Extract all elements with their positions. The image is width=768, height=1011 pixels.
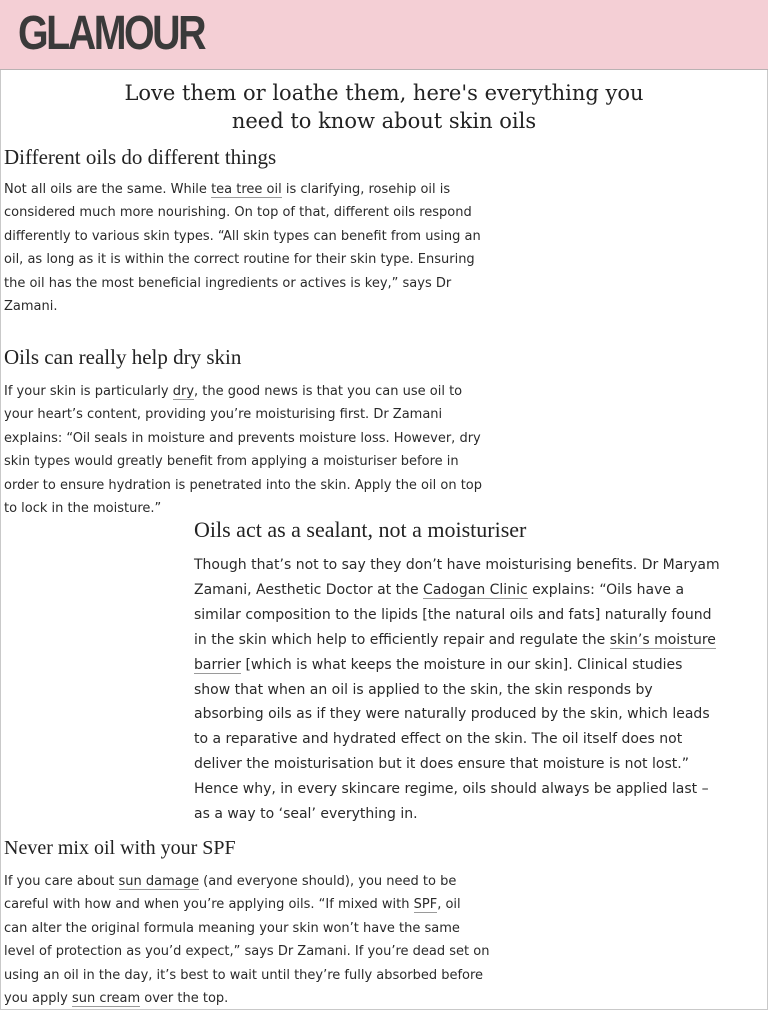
- body-line: Zamani, Aesthetic Doctor at the Cadogan Clinic explains: “Oils have a: [194, 581, 685, 598]
- glamour-logo[interactable]: GLAMOUR: [18, 7, 205, 60]
- link-tea-tree-oil[interactable]: tea tree oil: [211, 182, 282, 197]
- body-line: to lock in the moisture.”: [4, 501, 162, 517]
- body-line: to a reparative and hydrated effect on the skin. The oil itself does not: [194, 731, 683, 748]
- body-line: show that when an oil is applied to the skin, the skin responds by: [194, 681, 653, 698]
- article-title: [100, 79, 668, 135]
- section-body-sealant: [194, 553, 720, 827]
- section-body-spf: [4, 870, 489, 1010]
- link-spf[interactable]: SPF: [413, 897, 438, 913]
- article-title-line-1: Love them or loathe them, here's everything you: [124, 81, 644, 105]
- body-line: as a way to ‘seal’ everything in.: [194, 806, 418, 823]
- link-sun-damage[interactable]: sun damage: [118, 874, 199, 889]
- body-line: level of protection as you’d expect,” says Dr Zamani. If you’re dead set on: [4, 944, 490, 960]
- body-line: using an oil in the day, it’s best to wait until they’re fully absorbed before: [4, 967, 484, 983]
- body-line: absorbing oils as if they were naturally produced by the skin, which leads: [194, 706, 710, 723]
- section-heading-spf: Never mix oil with your SPF: [4, 837, 236, 859]
- body-line: you apply sun cream over the top.: [4, 991, 229, 1007]
- link-sun-cream[interactable]: sun cream: [71, 991, 141, 1007]
- body-line: Though that’s not to say they don’t have moisturising benefits. Dr Maryam: [194, 557, 720, 573]
- body-line: careful with how and when you’re applying oils. “If mixed with SPF, oil: [4, 897, 461, 913]
- body-line: barrier [which is what keeps the moisture in our skin]. Clinical studies: [194, 656, 683, 673]
- link-dry[interactable]: dry: [172, 384, 195, 399]
- body-line: in the skin which help to efficiently repair and regulate the skin’s moisture: [194, 631, 716, 648]
- body-line: deliver the moisturisation but it does ensure that moisture is not lost.”: [194, 756, 689, 773]
- body-line: considered much more nourishing. On top of that, different oils respond: [4, 205, 472, 221]
- section-body-different-oils: [4, 178, 481, 318]
- link-skins-moisture-barrier[interactable]: skin’s moisture: [609, 631, 716, 648]
- link-skins-moisture-barrier-cont[interactable]: barrier: [194, 656, 241, 673]
- section-heading-dry-skin: Oils can really help dry skin: [4, 345, 242, 369]
- body-line: If you care about sun damage (and everyone should), you need to be: [4, 874, 457, 889]
- body-line: similar composition to the lipids [the natural oils and fats] naturally found: [194, 606, 712, 623]
- section-body-dry-skin: [4, 380, 482, 520]
- article-title-line-2: need to know about skin oils: [231, 109, 537, 133]
- link-cadogan-clinic[interactable]: Cadogan Clinic: [423, 581, 528, 598]
- body-line: the oil has the most beneficial ingredients or actives is key,” says Dr: [4, 275, 452, 291]
- body-line: Not all oils are the same. While tea tree oil is clarifying, rosehip oil is: [4, 182, 451, 197]
- body-line: your heart’s content, providing you’re moisturising first. Dr Zamani: [4, 407, 443, 423]
- body-line: skin types would greatly benefit from applying a moisturiser before in: [4, 454, 459, 470]
- body-line: can alter the original formula meaning your skin won’t have the same: [4, 920, 460, 936]
- body-line: Zamani.: [4, 299, 58, 315]
- body-line: If your skin is particularly dry, the good news is that you can use oil to: [4, 384, 463, 399]
- body-line: order to ensure hydration is penetrated into the skin. Apply the oil on top: [4, 477, 482, 493]
- body-line: differently to various skin types. “All skin types can benefit from using an: [4, 228, 481, 244]
- body-line: explains: “Oil seals in moisture and prevents moisture loss. However, dry: [4, 430, 481, 446]
- section-heading-sealant: Oils act as a sealant, not a moisturiser: [194, 517, 527, 542]
- body-line: Hence why, in every skincare regime, oils should always be applied last –: [194, 781, 709, 798]
- site-header: [0, 0, 768, 70]
- section-heading-different-oils: Different oils do different things: [4, 145, 277, 169]
- body-line: oil, as long as it is within the correct routine for their skin type. Ensuring: [4, 252, 475, 268]
